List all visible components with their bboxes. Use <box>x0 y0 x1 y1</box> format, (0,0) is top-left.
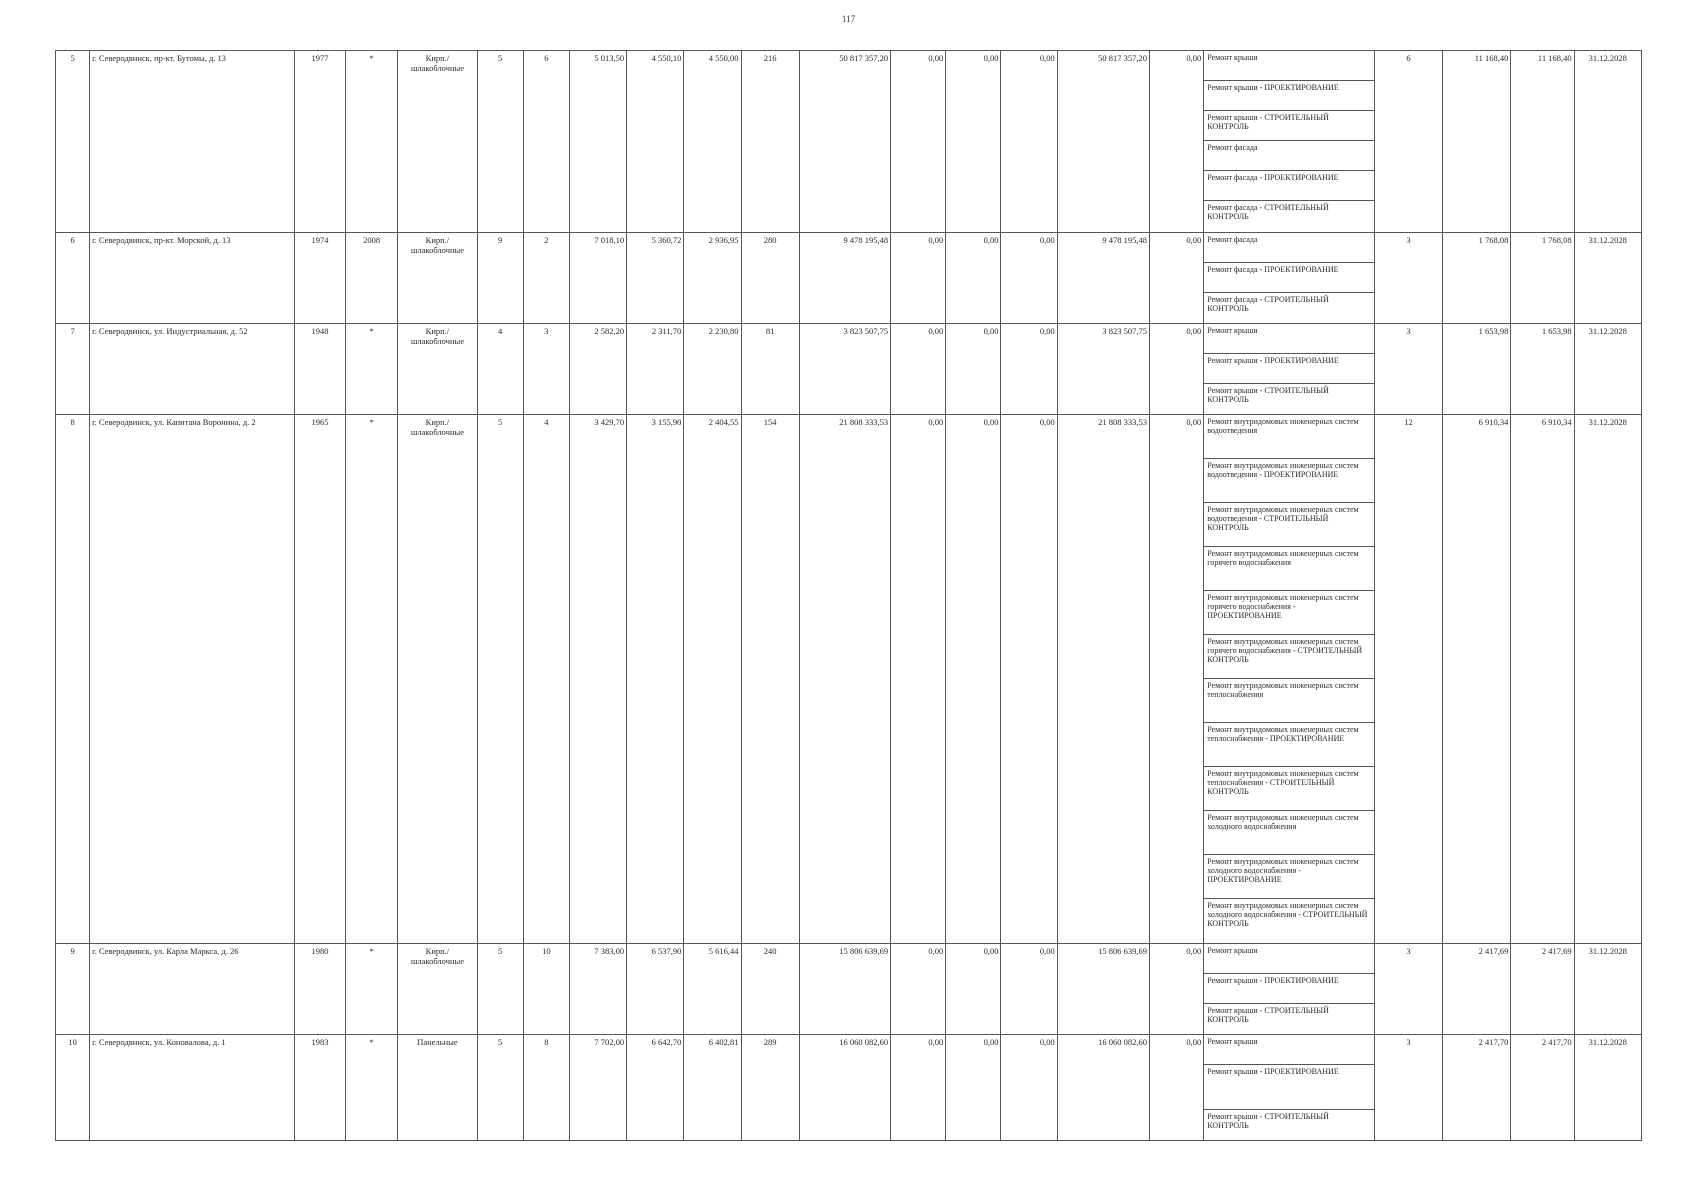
floors-cell: 5 <box>477 51 523 233</box>
total-area-cell: 7 018,10 <box>569 233 626 324</box>
year-reconstruction-cell: * <box>346 415 398 944</box>
total-area-cell: 3 429,70 <box>569 415 626 944</box>
unit-cost-cell: 1 653,98 <box>1443 324 1511 415</box>
list-item: Ремонт фасада <box>1204 141 1374 171</box>
entrances-cell: 3 <box>523 324 569 415</box>
cost-total-cell: 9 478 195,48 <box>799 233 890 324</box>
unit-cost-max-cell: 1 768,08 <box>1511 233 1574 324</box>
cost-other-cell: 0,00 <box>1150 324 1204 415</box>
cost-region-cell: 0,00 <box>946 944 1001 1035</box>
cost-total-cell: 50 817 357,20 <box>799 51 890 233</box>
cost-local-cell: 0,00 <box>1001 944 1057 1035</box>
list-item: Ремонт внутридомовых инженерных систем теплоснабжения - СТРОИТЕЛЬНЫЙ КОНТРОЛЬ <box>1204 767 1374 811</box>
list-item: Ремонт фасада - СТРОИТЕЛЬНЫЙ КОНТРОЛЬ <box>1207 203 1329 221</box>
works-count-cell: 3 <box>1374 233 1442 324</box>
deadline-cell: 31.12.2028 <box>1574 944 1641 1035</box>
year-reconstruction-cell: * <box>346 944 398 1035</box>
floors-cell: 9 <box>477 233 523 324</box>
year-built-cell: 1948 <box>294 324 345 415</box>
cost-owners-cell: 50 817 357,20 <box>1057 51 1149 233</box>
row-number: 7 <box>56 324 90 415</box>
list-item: Ремонт крыши - СТРОИТЕЛЬНЫЙ КОНТРОЛЬ <box>1207 1006 1329 1024</box>
unit-cost-cell: 2 417,69 <box>1443 944 1511 1035</box>
deadline-cell: 31.12.2028 <box>1574 51 1641 233</box>
residents-cell: 216 <box>741 51 799 233</box>
list-item: Ремонт внутридомовых инженерных систем холодного водоснабжения - ПРОЕКТИРОВАНИЕ <box>1204 855 1374 899</box>
year-reconstruction-cell: * <box>346 51 398 233</box>
list-item: Ремонт фасада <box>1204 233 1374 263</box>
year-reconstruction-cell: * <box>346 1035 398 1141</box>
residential-area-cell: 4 550,00 <box>684 51 741 233</box>
cost-fund-cell: 0,00 <box>891 944 946 1035</box>
unit-cost-max-cell: 11 168,40 <box>1511 51 1574 233</box>
list-item: Ремонт крыши - ПРОЕКТИРОВАНИЕ <box>1204 354 1374 384</box>
list-item: Ремонт внутридомовых инженерных систем горячего водоснабжения - ПРОЕКТИРОВАНИЕ <box>1204 591 1374 635</box>
cost-region-cell: 0,00 <box>946 51 1001 233</box>
works-count-cell: 6 <box>1374 51 1442 233</box>
unit-cost-max-cell: 2 417,70 <box>1511 1035 1574 1141</box>
works-count-cell: 3 <box>1374 944 1442 1035</box>
works-count-cell: 3 <box>1374 324 1442 415</box>
list-item: Ремонт внутридомовых инженерных систем теплоснабжения <box>1204 679 1374 723</box>
page-number: 117 <box>841 14 856 24</box>
entrances-cell: 8 <box>523 1035 569 1141</box>
cost-owners-cell: 9 478 195,48 <box>1057 233 1149 324</box>
unit-cost-cell: 2 417,70 <box>1443 1035 1511 1141</box>
address-cell: г. Северодвинск, ул. Карла Маркса, д. 26 <box>90 944 295 1035</box>
cost-total-cell: 21 808 333,53 <box>799 415 890 944</box>
table-row <box>56 324 1642 415</box>
cost-region-cell: 0,00 <box>946 324 1001 415</box>
year-built-cell: 1983 <box>294 1035 345 1141</box>
list-item: Ремонт крыши - ПРОЕКТИРОВАНИЕ <box>1204 1065 1374 1110</box>
floors-cell: 5 <box>477 1035 523 1141</box>
works-list <box>1204 233 1375 324</box>
total-area-cell: 7 702,00 <box>569 1035 626 1141</box>
cost-fund-cell: 0,00 <box>891 324 946 415</box>
works-list <box>1204 51 1375 233</box>
year-built-cell: 1974 <box>294 233 345 324</box>
list-item: Ремонт внутридомовых инженерных систем холодного водоснабжения - СТРОИТЕЛЬНЫЙ КОНТРОЛЬ <box>1207 901 1368 928</box>
living-area-cell: 4 550,10 <box>627 51 684 233</box>
list-item: Ремонт внутридомовых инженерных систем водоотведения <box>1204 415 1374 459</box>
table-row <box>56 944 1642 1035</box>
cost-fund-cell: 0,00 <box>891 1035 946 1141</box>
residents-cell: 81 <box>741 324 799 415</box>
list-item: Ремонт крыши - СТРОИТЕЛЬНЫЙ КОНТРОЛЬ <box>1207 386 1329 404</box>
floors-cell: 5 <box>477 944 523 1035</box>
total-area-cell: 5 013,50 <box>569 51 626 233</box>
residential-area-cell: 2 230,80 <box>684 324 741 415</box>
unit-cost-max-cell: 2 417,69 <box>1511 944 1574 1035</box>
list-item: Ремонт крыши - СТРОИТЕЛЬНЫЙ КОНТРОЛЬ <box>1204 111 1374 141</box>
cost-region-cell: 0,00 <box>946 233 1001 324</box>
row-number: 9 <box>56 944 90 1035</box>
cost-other-cell: 0,00 <box>1150 1035 1204 1141</box>
address-cell: г. Северодвинск, ул. Капитана Воронина, д. 2 <box>90 415 295 944</box>
wall-material-cell: Кирп./ шлакоблочные <box>398 415 477 944</box>
cost-local-cell: 0,00 <box>1001 324 1057 415</box>
address-cell: г. Северодвинск, пр-кт. Бутомы, д. 13 <box>90 51 295 233</box>
table-row <box>56 415 1642 944</box>
residential-area-cell: 2 404,55 <box>684 415 741 944</box>
entrances-cell: 6 <box>523 51 569 233</box>
wall-material-cell: Кирп./ шлакоблочные <box>398 51 477 233</box>
cost-total-cell: 16 060 082,60 <box>799 1035 890 1141</box>
deadline-cell: 31.12.2028 <box>1574 1035 1641 1141</box>
list-item: Ремонт крыши <box>1204 1035 1374 1065</box>
living-area-cell: 6 537,90 <box>627 944 684 1035</box>
list-item: Ремонт крыши - СТРОИТЕЛЬНЫЙ КОНТРОЛЬ <box>1207 1112 1329 1130</box>
entrances-cell: 2 <box>523 233 569 324</box>
cost-owners-cell: 16 060 082,60 <box>1057 1035 1149 1141</box>
floors-cell: 5 <box>477 415 523 944</box>
cost-other-cell: 0,00 <box>1150 233 1204 324</box>
cost-local-cell: 0,00 <box>1001 233 1057 324</box>
deadline-cell: 31.12.2028 <box>1574 233 1641 324</box>
works-list <box>1204 415 1375 944</box>
cost-other-cell: 0,00 <box>1150 51 1204 233</box>
list-item: Ремонт фасада - СТРОИТЕЛЬНЫЙ КОНТРОЛЬ <box>1207 295 1329 313</box>
row-number: 8 <box>56 415 90 944</box>
works-list <box>1204 1035 1375 1141</box>
cost-owners-cell: 15 806 639,69 <box>1057 944 1149 1035</box>
wall-material-cell: Панельные <box>398 1035 477 1141</box>
address-cell: г. Северодвинск, пр-кт. Морской, д. 13 <box>90 233 295 324</box>
entrances-cell: 4 <box>523 415 569 944</box>
table-row <box>56 233 1642 324</box>
residents-cell: 154 <box>741 415 799 944</box>
unit-cost-cell: 1 768,08 <box>1443 233 1511 324</box>
year-built-cell: 1980 <box>294 944 345 1035</box>
residential-area-cell: 5 616,44 <box>684 944 741 1035</box>
table-row <box>56 51 1642 233</box>
year-reconstruction-cell: 2008 <box>346 233 398 324</box>
row-number: 10 <box>56 1035 90 1141</box>
residents-cell: 289 <box>741 1035 799 1141</box>
table-row <box>56 1035 1642 1141</box>
list-item: Ремонт фасада - ПРОЕКТИРОВАНИЕ <box>1204 171 1374 201</box>
year-reconstruction-cell: * <box>346 324 398 415</box>
residential-area-cell: 6 402,81 <box>684 1035 741 1141</box>
cost-region-cell: 0,00 <box>946 1035 1001 1141</box>
living-area-cell: 5 360,72 <box>627 233 684 324</box>
unit-cost-max-cell: 6 910,34 <box>1511 415 1574 944</box>
list-item: Ремонт крыши <box>1204 324 1374 354</box>
unit-cost-cell: 6 910,34 <box>1443 415 1511 944</box>
year-built-cell: 1977 <box>294 51 345 233</box>
list-item: Ремонт крыши - ПРОЕКТИРОВАНИЕ <box>1204 81 1374 111</box>
cost-owners-cell: 3 823 507,75 <box>1057 324 1149 415</box>
list-item: Ремонт крыши <box>1204 944 1374 974</box>
total-area-cell: 7 383,00 <box>569 944 626 1035</box>
cost-fund-cell: 0,00 <box>891 233 946 324</box>
list-item: Ремонт внутридомовых инженерных систем водоотведения - ПРОЕКТИРОВАНИЕ <box>1204 459 1374 503</box>
cost-other-cell: 0,00 <box>1150 944 1204 1035</box>
cost-region-cell: 0,00 <box>946 415 1001 944</box>
residents-cell: 280 <box>741 233 799 324</box>
living-area-cell: 6 642,70 <box>627 1035 684 1141</box>
floors-cell: 4 <box>477 324 523 415</box>
residential-area-cell: 2 936,95 <box>684 233 741 324</box>
cost-local-cell: 0,00 <box>1001 415 1057 944</box>
list-item: Ремонт внутридомовых инженерных систем горячего водоснабжения <box>1204 547 1374 591</box>
list-item: Ремонт крыши - ПРОЕКТИРОВАНИЕ <box>1204 974 1374 1004</box>
cost-total-cell: 3 823 507,75 <box>799 324 890 415</box>
address-cell: г. Северодвинск, ул. Индустриальная, д. 52 <box>90 324 295 415</box>
list-item: Ремонт внутридомовых инженерных систем холодного водоснабжения <box>1204 811 1374 855</box>
row-number: 6 <box>56 233 90 324</box>
works-count-cell: 3 <box>1374 1035 1442 1141</box>
living-area-cell: 2 311,70 <box>627 324 684 415</box>
deadline-cell: 31.12.2028 <box>1574 415 1641 944</box>
wall-material-cell: Кирп./ шлакоблочные <box>398 944 477 1035</box>
cost-owners-cell: 21 808 333,53 <box>1057 415 1149 944</box>
unit-cost-max-cell: 1 653,98 <box>1511 324 1574 415</box>
entrances-cell: 10 <box>523 944 569 1035</box>
list-item: Ремонт внутридомовых инженерных систем водоотведения - СТРОИТЕЛЬНЫЙ КОНТРОЛЬ <box>1204 503 1374 547</box>
address-cell: г. Северодвинск, ул. Коновалова, д. 1 <box>90 1035 295 1141</box>
list-item: Ремонт крыши <box>1204 51 1374 81</box>
works-list <box>1204 324 1375 415</box>
cost-total-cell: 15 806 639,69 <box>799 944 890 1035</box>
cost-local-cell: 0,00 <box>1001 1035 1057 1141</box>
residents-cell: 240 <box>741 944 799 1035</box>
capital-repair-table <box>55 50 1642 1141</box>
list-item: Ремонт внутридомовых инженерных систем теплоснабжения - ПРОЕКТИРОВАНИЕ <box>1204 723 1374 767</box>
cost-fund-cell: 0,00 <box>891 415 946 944</box>
row-number: 5 <box>56 51 90 233</box>
deadline-cell: 31.12.2028 <box>1574 324 1641 415</box>
year-built-cell: 1965 <box>294 415 345 944</box>
wall-material-cell: Кирп./ шлакоблочные <box>398 324 477 415</box>
cost-fund-cell: 0,00 <box>891 51 946 233</box>
cost-other-cell: 0,00 <box>1150 415 1204 944</box>
works-list <box>1204 944 1375 1035</box>
cost-local-cell: 0,00 <box>1001 51 1057 233</box>
total-area-cell: 2 582,20 <box>569 324 626 415</box>
wall-material-cell: Кирп./ шлакоблочные <box>398 233 477 324</box>
works-count-cell: 12 <box>1374 415 1442 944</box>
unit-cost-cell: 11 168,40 <box>1443 51 1511 233</box>
list-item: Ремонт внутридомовых инженерных систем горячего водоснабжения - СТРОИТЕЛЬНЫЙ КОНТРОЛЬ <box>1204 635 1374 679</box>
list-item: Ремонт фасада - ПРОЕКТИРОВАНИЕ <box>1204 263 1374 293</box>
living-area-cell: 3 155,90 <box>627 415 684 944</box>
